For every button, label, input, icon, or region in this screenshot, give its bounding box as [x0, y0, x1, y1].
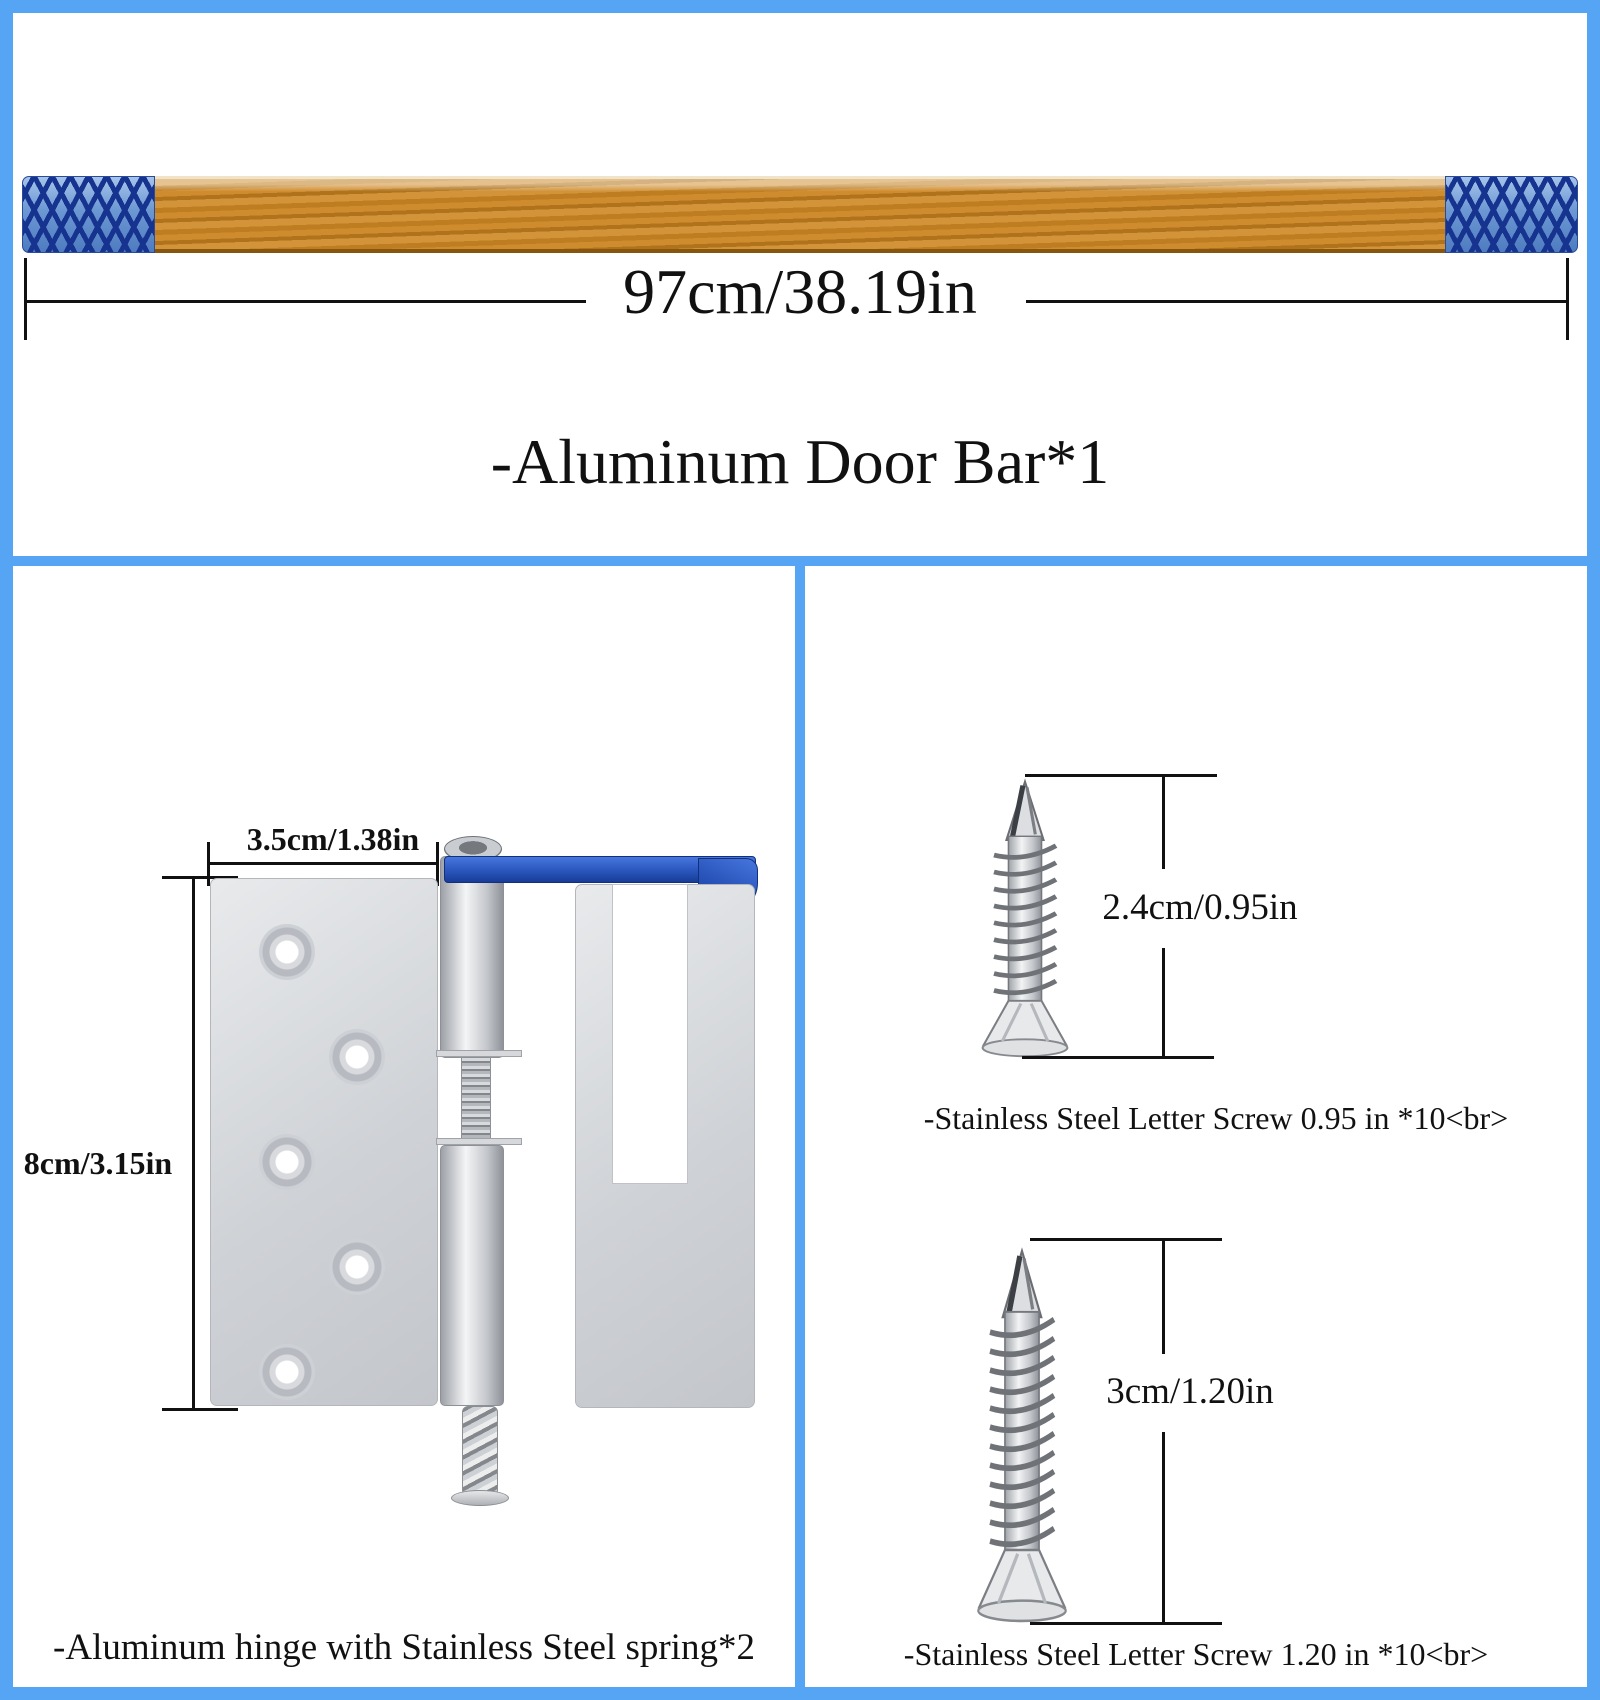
hinge-flange-bottom	[436, 1138, 522, 1145]
hinge-spring	[461, 1057, 491, 1143]
hinge-screw-hole	[329, 1029, 385, 1085]
hinge-flange-top	[436, 1050, 522, 1057]
screw-short-dimension: 2.4cm/0.95in	[1102, 887, 1298, 928]
hinge-width-dimension: 3.5cm/1.38in	[246, 821, 420, 857]
hinge-screw-hole	[259, 924, 315, 980]
hinge-height-tick-bottom	[162, 1408, 238, 1411]
hinge-height-dimension: 8cm/3.15in	[23, 1145, 173, 1181]
screw-short-label: -Stainless Steel Letter Screw 0.95 in *10<br>	[923, 1100, 1509, 1136]
hinge-screw-hole	[329, 1239, 385, 1295]
bar-left-cap	[22, 176, 155, 253]
hinge-width-tick-right	[436, 842, 439, 886]
hinge-width-tick-left	[207, 842, 210, 886]
hinge-width-line	[208, 862, 438, 865]
hinge-screw-hole	[259, 1134, 315, 1190]
hinge-lower-knuckle	[440, 1145, 504, 1406]
screw-long-tick-top	[1030, 1238, 1222, 1241]
screw-short-line-lower	[1162, 948, 1165, 1058]
hinge-screw-hole	[259, 1344, 315, 1400]
screw-short-tick-bottom	[1022, 1056, 1214, 1059]
screw-long-label: -Stainless Steel Letter Screw 1.20 in *10<br>	[903, 1636, 1489, 1672]
hinge-pin-tip	[451, 1490, 509, 1506]
hinge-left-plate	[210, 878, 438, 1406]
hinge-product-label: -Aluminum hinge with Stainless Steel spring*2	[53, 1627, 755, 1668]
screw-long-line-lower	[1162, 1432, 1165, 1624]
bar-product-label: -Aluminum Door Bar*1	[490, 426, 1110, 497]
screw-long-image	[958, 1246, 1086, 1626]
hinge-upper-knuckle	[440, 856, 504, 1058]
screw-long-line-upper	[1162, 1238, 1165, 1354]
hinge-height-line	[192, 877, 195, 1410]
screw-short-line-upper	[1162, 774, 1165, 869]
hinge-spring-pin	[462, 1406, 498, 1496]
bar-wood-body	[155, 176, 1445, 253]
screw-short-image	[963, 778, 1087, 1060]
screw-long-dimension: 3cm/1.20in	[1106, 1371, 1274, 1412]
bar-length-dimension: 97cm/38.19in	[623, 256, 977, 327]
screw-short-tick-top	[1025, 774, 1217, 777]
hinge-plate-cutout	[612, 884, 688, 1184]
screw-long-tick-bottom	[1030, 1622, 1222, 1625]
bar-right-cap	[1445, 176, 1578, 253]
door-bar-image	[22, 176, 1578, 253]
